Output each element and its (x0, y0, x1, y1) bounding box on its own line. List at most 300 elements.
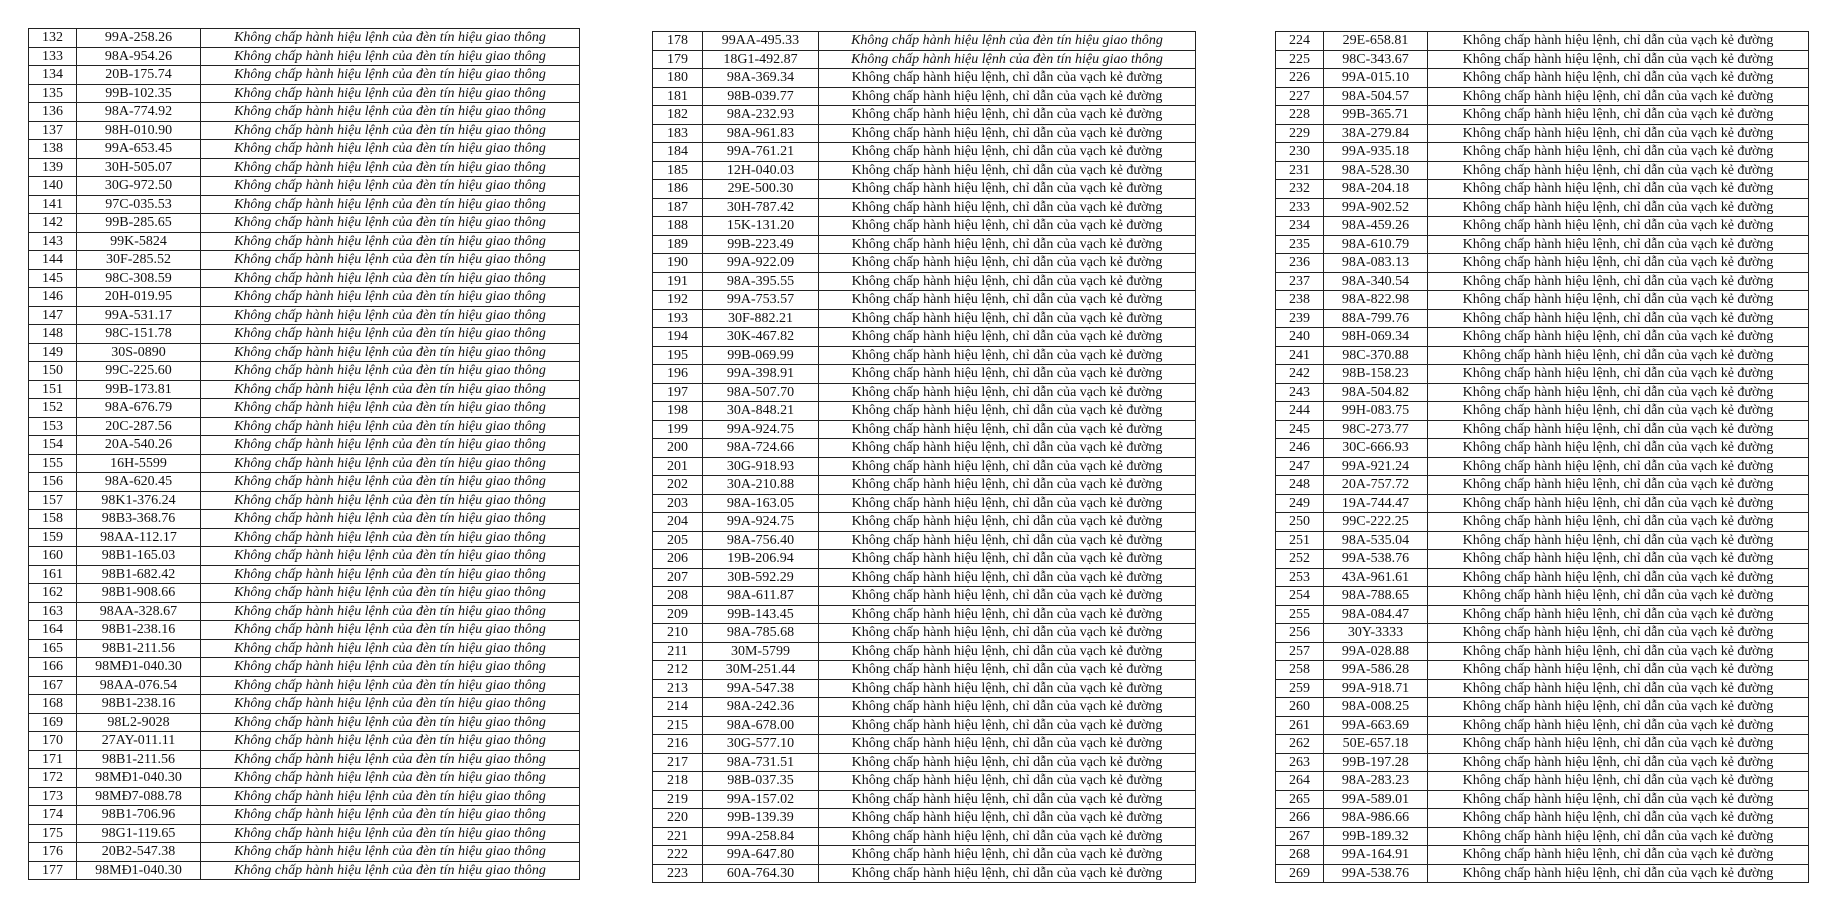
table-row (653, 124, 1196, 143)
table-row (29, 29, 580, 48)
row-number: 266 (1276, 809, 1324, 828)
row-number: 153 (29, 417, 77, 436)
table-row (1276, 605, 1809, 624)
license-plate: 98A-961.83 (703, 124, 819, 143)
table-row (653, 161, 1196, 180)
row-number: 187 (653, 198, 703, 217)
table-row (1276, 180, 1809, 199)
violation-description: Không chấp hành hiệu lệnh, chỉ dẫn của vạch kẻ đường (1428, 291, 1809, 310)
table-row (1276, 50, 1809, 69)
violation-description: Không chấp hành hiệu lệnh của đèn tín hiệu giao thông (201, 824, 580, 843)
row-number: 148 (29, 325, 77, 344)
table-row (29, 214, 580, 233)
license-plate: 99A-258.26 (77, 29, 201, 48)
row-number: 232 (1276, 180, 1324, 199)
table-row (653, 735, 1196, 754)
table-row (653, 346, 1196, 365)
table-row (29, 47, 580, 66)
table-row (653, 254, 1196, 273)
row-number: 265 (1276, 790, 1324, 809)
violation-description: Không chấp hành hiệu lệnh của đèn tín hiệu giao thông (201, 787, 580, 806)
license-plate: 99B-197.28 (1324, 753, 1428, 772)
row-number: 144 (29, 251, 77, 270)
row-number: 197 (653, 383, 703, 402)
table-row (1276, 753, 1809, 772)
violation-description: Không chấp hành hiệu lệnh, chỉ dẫn của vạch kẻ đường (819, 735, 1196, 754)
table-row (653, 402, 1196, 421)
row-number: 261 (1276, 716, 1324, 735)
row-number: 257 (1276, 642, 1324, 661)
row-number: 219 (653, 790, 703, 809)
violation-description: Không chấp hành hiệu lệnh, chỉ dẫn của vạch kẻ đường (1428, 50, 1809, 69)
violation-description: Không chấp hành hiệu lệnh, chỉ dẫn của vạch kẻ đường (1428, 106, 1809, 125)
violation-description: Không chấp hành hiệu lệnh, chỉ dẫn của vạch kẻ đường (819, 180, 1196, 199)
row-number: 191 (653, 272, 703, 291)
license-plate: 98A-283.23 (1324, 772, 1428, 791)
license-plate: 30Y-3333 (1324, 624, 1428, 643)
license-plate: 99B-223.49 (703, 235, 819, 254)
license-plate: 98AA-328.67 (77, 602, 201, 621)
violation-description: Không chấp hành hiệu lệnh, chỉ dẫn của vạch kẻ đường (819, 642, 1196, 661)
license-plate: 99A-157.02 (703, 790, 819, 809)
violation-description: Không chấp hành hiệu lệnh, chỉ dẫn của vạch kẻ đường (1428, 846, 1809, 865)
table-row (29, 436, 580, 455)
table-row (653, 180, 1196, 199)
violation-description: Không chấp hành hiệu lệnh của đèn tín hiệu giao thông (201, 658, 580, 677)
row-number: 239 (1276, 309, 1324, 328)
table-row (29, 417, 580, 436)
table-row (29, 639, 580, 658)
violation-description: Không chấp hành hiệu lệnh của đèn tín hiệu giao thông (201, 584, 580, 603)
license-plate: 98B-039.77 (703, 87, 819, 106)
row-number: 139 (29, 158, 77, 177)
row-number: 202 (653, 476, 703, 495)
row-number: 133 (29, 47, 77, 66)
row-number: 163 (29, 602, 77, 621)
row-number: 258 (1276, 661, 1324, 680)
row-number: 225 (1276, 50, 1324, 69)
violation-description: Không chấp hành hiệu lệnh, chỉ dẫn của vạch kẻ đường (1428, 383, 1809, 402)
table-body (653, 32, 1196, 883)
license-plate: 99A-258.84 (703, 827, 819, 846)
row-number: 264 (1276, 772, 1324, 791)
violation-description: Không chấp hành hiệu lệnh, chỉ dẫn của vạch kẻ đường (1428, 513, 1809, 532)
license-plate: 99A-015.10 (1324, 69, 1428, 88)
license-plate: 98L2-9028 (77, 713, 201, 732)
table-row (1276, 291, 1809, 310)
license-plate: 98A-620.45 (77, 473, 201, 492)
violation-description: Không chấp hành hiệu lệnh của đèn tín hiệu giao thông (201, 140, 580, 159)
license-plate: 98A-507.70 (703, 383, 819, 402)
table-row (29, 547, 580, 566)
row-number: 236 (1276, 254, 1324, 273)
table-row (29, 473, 580, 492)
violation-description: Không chấp hành hiệu lệnh, chỉ dẫn của vạch kẻ đường (1428, 568, 1809, 587)
violation-description: Không chấp hành hiệu lệnh, chỉ dẫn của vạch kẻ đường (819, 87, 1196, 106)
row-number: 223 (653, 864, 703, 883)
table-row (653, 587, 1196, 606)
row-number: 221 (653, 827, 703, 846)
license-plate: 99C-222.25 (1324, 513, 1428, 532)
row-number: 238 (1276, 291, 1324, 310)
violation-description: Không chấp hành hiệu lệnh của đèn tín hiệu giao thông (201, 436, 580, 455)
violation-description: Không chấp hành hiệu lệnh, chỉ dẫn của vạch kẻ đường (1428, 254, 1809, 273)
license-plate: 98A-232.93 (703, 106, 819, 125)
violation-description: Không chấp hành hiệu lệnh, chỉ dẫn của vạch kẻ đường (1428, 624, 1809, 643)
row-number: 210 (653, 624, 703, 643)
table-row (653, 32, 1196, 51)
row-number: 194 (653, 328, 703, 347)
license-plate: 98A-163.05 (703, 494, 819, 513)
row-number: 159 (29, 528, 77, 547)
violation-description: Không chấp hành hiệu lệnh của đèn tín hiệu giao thông (201, 362, 580, 381)
violation-description: Không chấp hành hiệu lệnh, chỉ dẫn của vạch kẻ đường (819, 716, 1196, 735)
license-plate: 99A-531.17 (77, 306, 201, 325)
license-plate: 98A-774.92 (77, 103, 201, 122)
violation-description: Không chấp hành hiệu lệnh, chỉ dẫn của vạch kẻ đường (819, 124, 1196, 143)
violation-description: Không chấp hành hiệu lệnh của đèn tín hiệu giao thông (201, 251, 580, 270)
table-row (653, 476, 1196, 495)
table-row (1276, 864, 1809, 883)
table-row (29, 177, 580, 196)
violation-description: Không chấp hành hiệu lệnh của đèn tín hiệu giao thông (201, 269, 580, 288)
table-row (653, 457, 1196, 476)
license-plate: 98A-611.87 (703, 587, 819, 606)
license-plate: 99A-753.57 (703, 291, 819, 310)
row-number: 200 (653, 439, 703, 458)
row-number: 242 (1276, 365, 1324, 384)
license-plate: 30F-285.52 (77, 251, 201, 270)
table-row (1276, 790, 1809, 809)
table-row (653, 809, 1196, 828)
license-plate: 98B1-682.42 (77, 565, 201, 584)
table-row (653, 698, 1196, 717)
table-row (1276, 698, 1809, 717)
table-body (29, 29, 580, 880)
violation-description: Không chấp hành hiệu lệnh, chỉ dẫn của vạch kẻ đường (1428, 161, 1809, 180)
row-number: 247 (1276, 457, 1324, 476)
violation-description: Không chấp hành hiệu lệnh, chỉ dẫn của vạch kẻ đường (1428, 439, 1809, 458)
table-row (29, 528, 580, 547)
table-row (29, 732, 580, 751)
row-number: 198 (653, 402, 703, 421)
row-number: 178 (653, 32, 703, 51)
license-plate: 98A-084.47 (1324, 605, 1428, 624)
table-row (29, 103, 580, 122)
table-row (29, 343, 580, 362)
table-row (1276, 32, 1809, 51)
table-row (29, 695, 580, 714)
row-number: 166 (29, 658, 77, 677)
table-row (1276, 143, 1809, 162)
row-number: 182 (653, 106, 703, 125)
row-number: 175 (29, 824, 77, 843)
row-number: 243 (1276, 383, 1324, 402)
row-number: 208 (653, 587, 703, 606)
violation-description: Không chấp hành hiệu lệnh, chỉ dẫn của vạch kẻ đường (1428, 550, 1809, 569)
license-plate: 98A-242.36 (703, 698, 819, 717)
violation-description: Không chấp hành hiệu lệnh, chỉ dẫn của vạch kẻ đường (819, 439, 1196, 458)
violation-description: Không chấp hành hiệu lệnh, chỉ dẫn của vạch kẻ đường (819, 494, 1196, 513)
table-row (1276, 254, 1809, 273)
row-number: 235 (1276, 235, 1324, 254)
license-plate: 98A-785.68 (703, 624, 819, 643)
row-number: 260 (1276, 698, 1324, 717)
table-row (1276, 661, 1809, 680)
license-plate: 98A-395.55 (703, 272, 819, 291)
row-number: 234 (1276, 217, 1324, 236)
table-row (653, 143, 1196, 162)
violation-description: Không chấp hành hiệu lệnh, chỉ dẫn của vạch kẻ đường (819, 624, 1196, 643)
violation-description: Không chấp hành hiệu lệnh, chỉ dẫn của vạch kẻ đường (819, 809, 1196, 828)
violation-description: Không chấp hành hiệu lệnh của đèn tín hiệu giao thông (201, 769, 580, 788)
license-plate: 43A-961.61 (1324, 568, 1428, 587)
row-number: 201 (653, 457, 703, 476)
violation-description: Không chấp hành hiệu lệnh của đèn tín hiệu giao thông (201, 510, 580, 529)
row-number: 245 (1276, 420, 1324, 439)
violation-description: Không chấp hành hiệu lệnh, chỉ dẫn của vạch kẻ đường (1428, 698, 1809, 717)
license-plate: 98K1-376.24 (77, 491, 201, 510)
license-plate: 88A-799.76 (1324, 309, 1428, 328)
license-plate: 98A-678.00 (703, 716, 819, 735)
license-plate: 99B-069.99 (703, 346, 819, 365)
violation-description: Không chấp hành hiệu lệnh, chỉ dẫn của vạch kẻ đường (819, 235, 1196, 254)
violation-description: Không chấp hành hiệu lệnh, chỉ dẫn của vạch kẻ đường (1428, 272, 1809, 291)
license-plate: 99A-922.09 (703, 254, 819, 273)
row-number: 216 (653, 735, 703, 754)
table-row (653, 106, 1196, 125)
row-number: 215 (653, 716, 703, 735)
violation-description: Không chấp hành hiệu lệnh, chỉ dẫn của vạch kẻ đường (1428, 809, 1809, 828)
license-plate: 98C-308.59 (77, 269, 201, 288)
table-row (1276, 328, 1809, 347)
license-plate: 30C-666.93 (1324, 439, 1428, 458)
license-plate: 99H-083.75 (1324, 402, 1428, 421)
violation-description: Không chấp hành hiệu lệnh, chỉ dẫn của vạch kẻ đường (1428, 827, 1809, 846)
license-plate: 99A-398.91 (703, 365, 819, 384)
table-row (29, 621, 580, 640)
row-number: 230 (1276, 143, 1324, 162)
table-row (29, 399, 580, 418)
violation-description: Không chấp hành hiệu lệnh của đèn tín hiệu giao thông (201, 47, 580, 66)
row-number: 207 (653, 568, 703, 587)
license-plate: 98H-010.90 (77, 121, 201, 140)
license-plate: 98AA-076.54 (77, 676, 201, 695)
violation-description: Không chấp hành hiệu lệnh, chỉ dẫn của vạch kẻ đường (819, 513, 1196, 532)
license-plate: 98A-986.66 (1324, 809, 1428, 828)
license-plate: 99A-647.80 (703, 846, 819, 865)
row-number: 262 (1276, 735, 1324, 754)
license-plate: 30B-592.29 (703, 568, 819, 587)
row-number: 244 (1276, 402, 1324, 421)
table-row (29, 288, 580, 307)
license-plate: 98A-369.34 (703, 69, 819, 88)
violation-description: Không chấp hành hiệu lệnh của đèn tín hiệu giao thông (201, 676, 580, 695)
license-plate: 98H-069.34 (1324, 328, 1428, 347)
license-plate: 99B-173.81 (77, 380, 201, 399)
violation-description: Không chấp hành hiệu lệnh của đèn tín hiệu giao thông (201, 29, 580, 48)
license-plate: 98A-756.40 (703, 531, 819, 550)
license-plate: 99A-902.52 (1324, 198, 1428, 217)
license-plate: 99A-547.38 (703, 679, 819, 698)
violation-description: Không chấp hành hiệu lệnh, chỉ dẫn của vạch kẻ đường (819, 457, 1196, 476)
row-number: 173 (29, 787, 77, 806)
license-plate: 98A-676.79 (77, 399, 201, 418)
row-number: 143 (29, 232, 77, 251)
row-number: 176 (29, 843, 77, 862)
row-number: 172 (29, 769, 77, 788)
license-plate: 98B1-211.56 (77, 639, 201, 658)
table-row (29, 584, 580, 603)
table-row (1276, 106, 1809, 125)
license-plate: 98MĐ1-040.30 (77, 769, 201, 788)
license-plate: 30M-5799 (703, 642, 819, 661)
license-plate: 99B-143.45 (703, 605, 819, 624)
violation-description: Không chấp hành hiệu lệnh của đèn tín hiệu giao thông (201, 695, 580, 714)
row-number: 160 (29, 547, 77, 566)
license-plate: 30G-918.93 (703, 457, 819, 476)
license-plate: 99A-028.88 (1324, 642, 1428, 661)
license-plate: 30A-848.21 (703, 402, 819, 421)
license-plate: 99A-918.71 (1324, 679, 1428, 698)
table-row (653, 235, 1196, 254)
violation-description: Không chấp hành hiệu lệnh, chỉ dẫn của vạch kẻ đường (1428, 143, 1809, 162)
violation-description: Không chấp hành hiệu lệnh, chỉ dẫn của vạch kẻ đường (819, 550, 1196, 569)
violation-description: Không chấp hành hiệu lệnh, chỉ dẫn của vạch kẻ đường (1428, 309, 1809, 328)
violation-description: Không chấp hành hiệu lệnh, chỉ dẫn của vạch kẻ đường (1428, 402, 1809, 421)
table-row (1276, 161, 1809, 180)
violation-description: Không chấp hành hiệu lệnh, chỉ dẫn của vạch kẻ đường (819, 69, 1196, 88)
row-number: 168 (29, 695, 77, 714)
table-row (653, 642, 1196, 661)
row-number: 181 (653, 87, 703, 106)
violation-description: Không chấp hành hiệu lệnh của đèn tín hiệu giao thông (201, 750, 580, 769)
violation-description: Không chấp hành hiệu lệnh, chỉ dẫn của vạch kẻ đường (819, 106, 1196, 125)
license-plate: 99B-139.39 (703, 809, 819, 828)
table-body (1276, 32, 1809, 883)
license-plate: 98A-822.98 (1324, 291, 1428, 310)
table-row (1276, 420, 1809, 439)
table-row (29, 861, 580, 880)
row-number: 259 (1276, 679, 1324, 698)
table-row (653, 420, 1196, 439)
table-row (653, 291, 1196, 310)
license-plate: 29E-500.30 (703, 180, 819, 199)
table-row (653, 198, 1196, 217)
license-plate: 20H-019.95 (77, 288, 201, 307)
license-plate: 98A-504.57 (1324, 87, 1428, 106)
violation-description: Không chấp hành hiệu lệnh, chỉ dẫn của vạch kẻ đường (1428, 365, 1809, 384)
violation-description: Không chấp hành hiệu lệnh của đèn tín hiệu giao thông (201, 343, 580, 362)
license-plate: 99K-5824 (77, 232, 201, 251)
row-number: 263 (1276, 753, 1324, 772)
table-row (1276, 309, 1809, 328)
table-row (29, 713, 580, 732)
row-number: 192 (653, 291, 703, 310)
license-plate: 98A-788.65 (1324, 587, 1428, 606)
violation-description: Không chấp hành hiệu lệnh của đèn tín hiệu giao thông (201, 454, 580, 473)
table-row (29, 824, 580, 843)
row-number: 241 (1276, 346, 1324, 365)
row-number: 220 (653, 809, 703, 828)
row-number: 136 (29, 103, 77, 122)
table-row (1276, 513, 1809, 532)
violation-description: Không chấp hành hiệu lệnh, chỉ dẫn của vạch kẻ đường (1428, 790, 1809, 809)
table-row (29, 454, 580, 473)
table-row (653, 383, 1196, 402)
row-number: 252 (1276, 550, 1324, 569)
table-row (29, 121, 580, 140)
table-row (29, 306, 580, 325)
row-number: 147 (29, 306, 77, 325)
license-plate: 99A-538.76 (1324, 550, 1428, 569)
violation-description: Không chấp hành hiệu lệnh của đèn tín hiệu giao thông (201, 325, 580, 344)
violation-description: Không chấp hành hiệu lệnh, chỉ dẫn của vạch kẻ đường (819, 476, 1196, 495)
license-plate: 99C-225.60 (77, 362, 201, 381)
license-plate: 99A-924.75 (703, 513, 819, 532)
license-plate: 98A-528.30 (1324, 161, 1428, 180)
row-number: 132 (29, 29, 77, 48)
violation-description: Không chấp hành hiệu lệnh, chỉ dẫn của vạch kẻ đường (1428, 494, 1809, 513)
violation-description: Không chấp hành hiệu lệnh, chỉ dẫn của vạch kẻ đường (1428, 605, 1809, 624)
table-row (1276, 439, 1809, 458)
violation-description: Không chấp hành hiệu lệnh, chỉ dẫn của vạch kẻ đường (819, 827, 1196, 846)
license-plate: 27AY-011.11 (77, 732, 201, 751)
violation-description: Không chấp hành hiệu lệnh của đèn tín hiệu giao thông (201, 713, 580, 732)
violation-description: Không chấp hành hiệu lệnh, chỉ dẫn của vạch kẻ đường (1428, 235, 1809, 254)
row-number: 254 (1276, 587, 1324, 606)
license-plate: 30H-787.42 (703, 198, 819, 217)
row-number: 226 (1276, 69, 1324, 88)
license-plate: 99B-365.71 (1324, 106, 1428, 125)
row-number: 237 (1276, 272, 1324, 291)
table-row (29, 195, 580, 214)
violation-description: Không chấp hành hiệu lệnh, chỉ dẫn của vạch kẻ đường (819, 309, 1196, 328)
table-row (653, 87, 1196, 106)
table-row (1276, 531, 1809, 550)
violation-description: Không chấp hành hiệu lệnh của đèn tín hiệu giao thông (201, 732, 580, 751)
row-number: 246 (1276, 439, 1324, 458)
license-plate: 98B1-706.96 (77, 806, 201, 825)
license-plate: 30S-0890 (77, 343, 201, 362)
table-row (653, 716, 1196, 735)
license-plate: 30G-577.10 (703, 735, 819, 754)
license-plate: 98B-037.35 (703, 772, 819, 791)
table-row (29, 510, 580, 529)
row-number: 250 (1276, 513, 1324, 532)
license-plate: 20B-175.74 (77, 66, 201, 85)
license-plate: 20A-540.26 (77, 436, 201, 455)
license-plate: 98A-954.26 (77, 47, 201, 66)
table-row (653, 217, 1196, 236)
table-row (653, 365, 1196, 384)
table-row (1276, 476, 1809, 495)
violation-description: Không chấp hành hiệu lệnh, chỉ dẫn của vạch kẻ đường (1428, 864, 1809, 883)
license-plate: 99A-924.75 (703, 420, 819, 439)
table-row (29, 602, 580, 621)
row-number: 186 (653, 180, 703, 199)
row-number: 180 (653, 69, 703, 88)
violation-description: Không chấp hành hiệu lệnh của đèn tín hiệu giao thông (201, 195, 580, 214)
violation-description: Không chấp hành hiệu lệnh của đèn tín hiệu giao thông (201, 528, 580, 547)
violation-description: Không chấp hành hiệu lệnh, chỉ dẫn của vạch kẻ đường (819, 291, 1196, 310)
row-number: 134 (29, 66, 77, 85)
row-number: 162 (29, 584, 77, 603)
violation-description: Không chấp hành hiệu lệnh, chỉ dẫn của vạch kẻ đường (1428, 32, 1809, 51)
license-plate: 99A-538.76 (1324, 864, 1428, 883)
table-row (29, 251, 580, 270)
table-row (1276, 365, 1809, 384)
